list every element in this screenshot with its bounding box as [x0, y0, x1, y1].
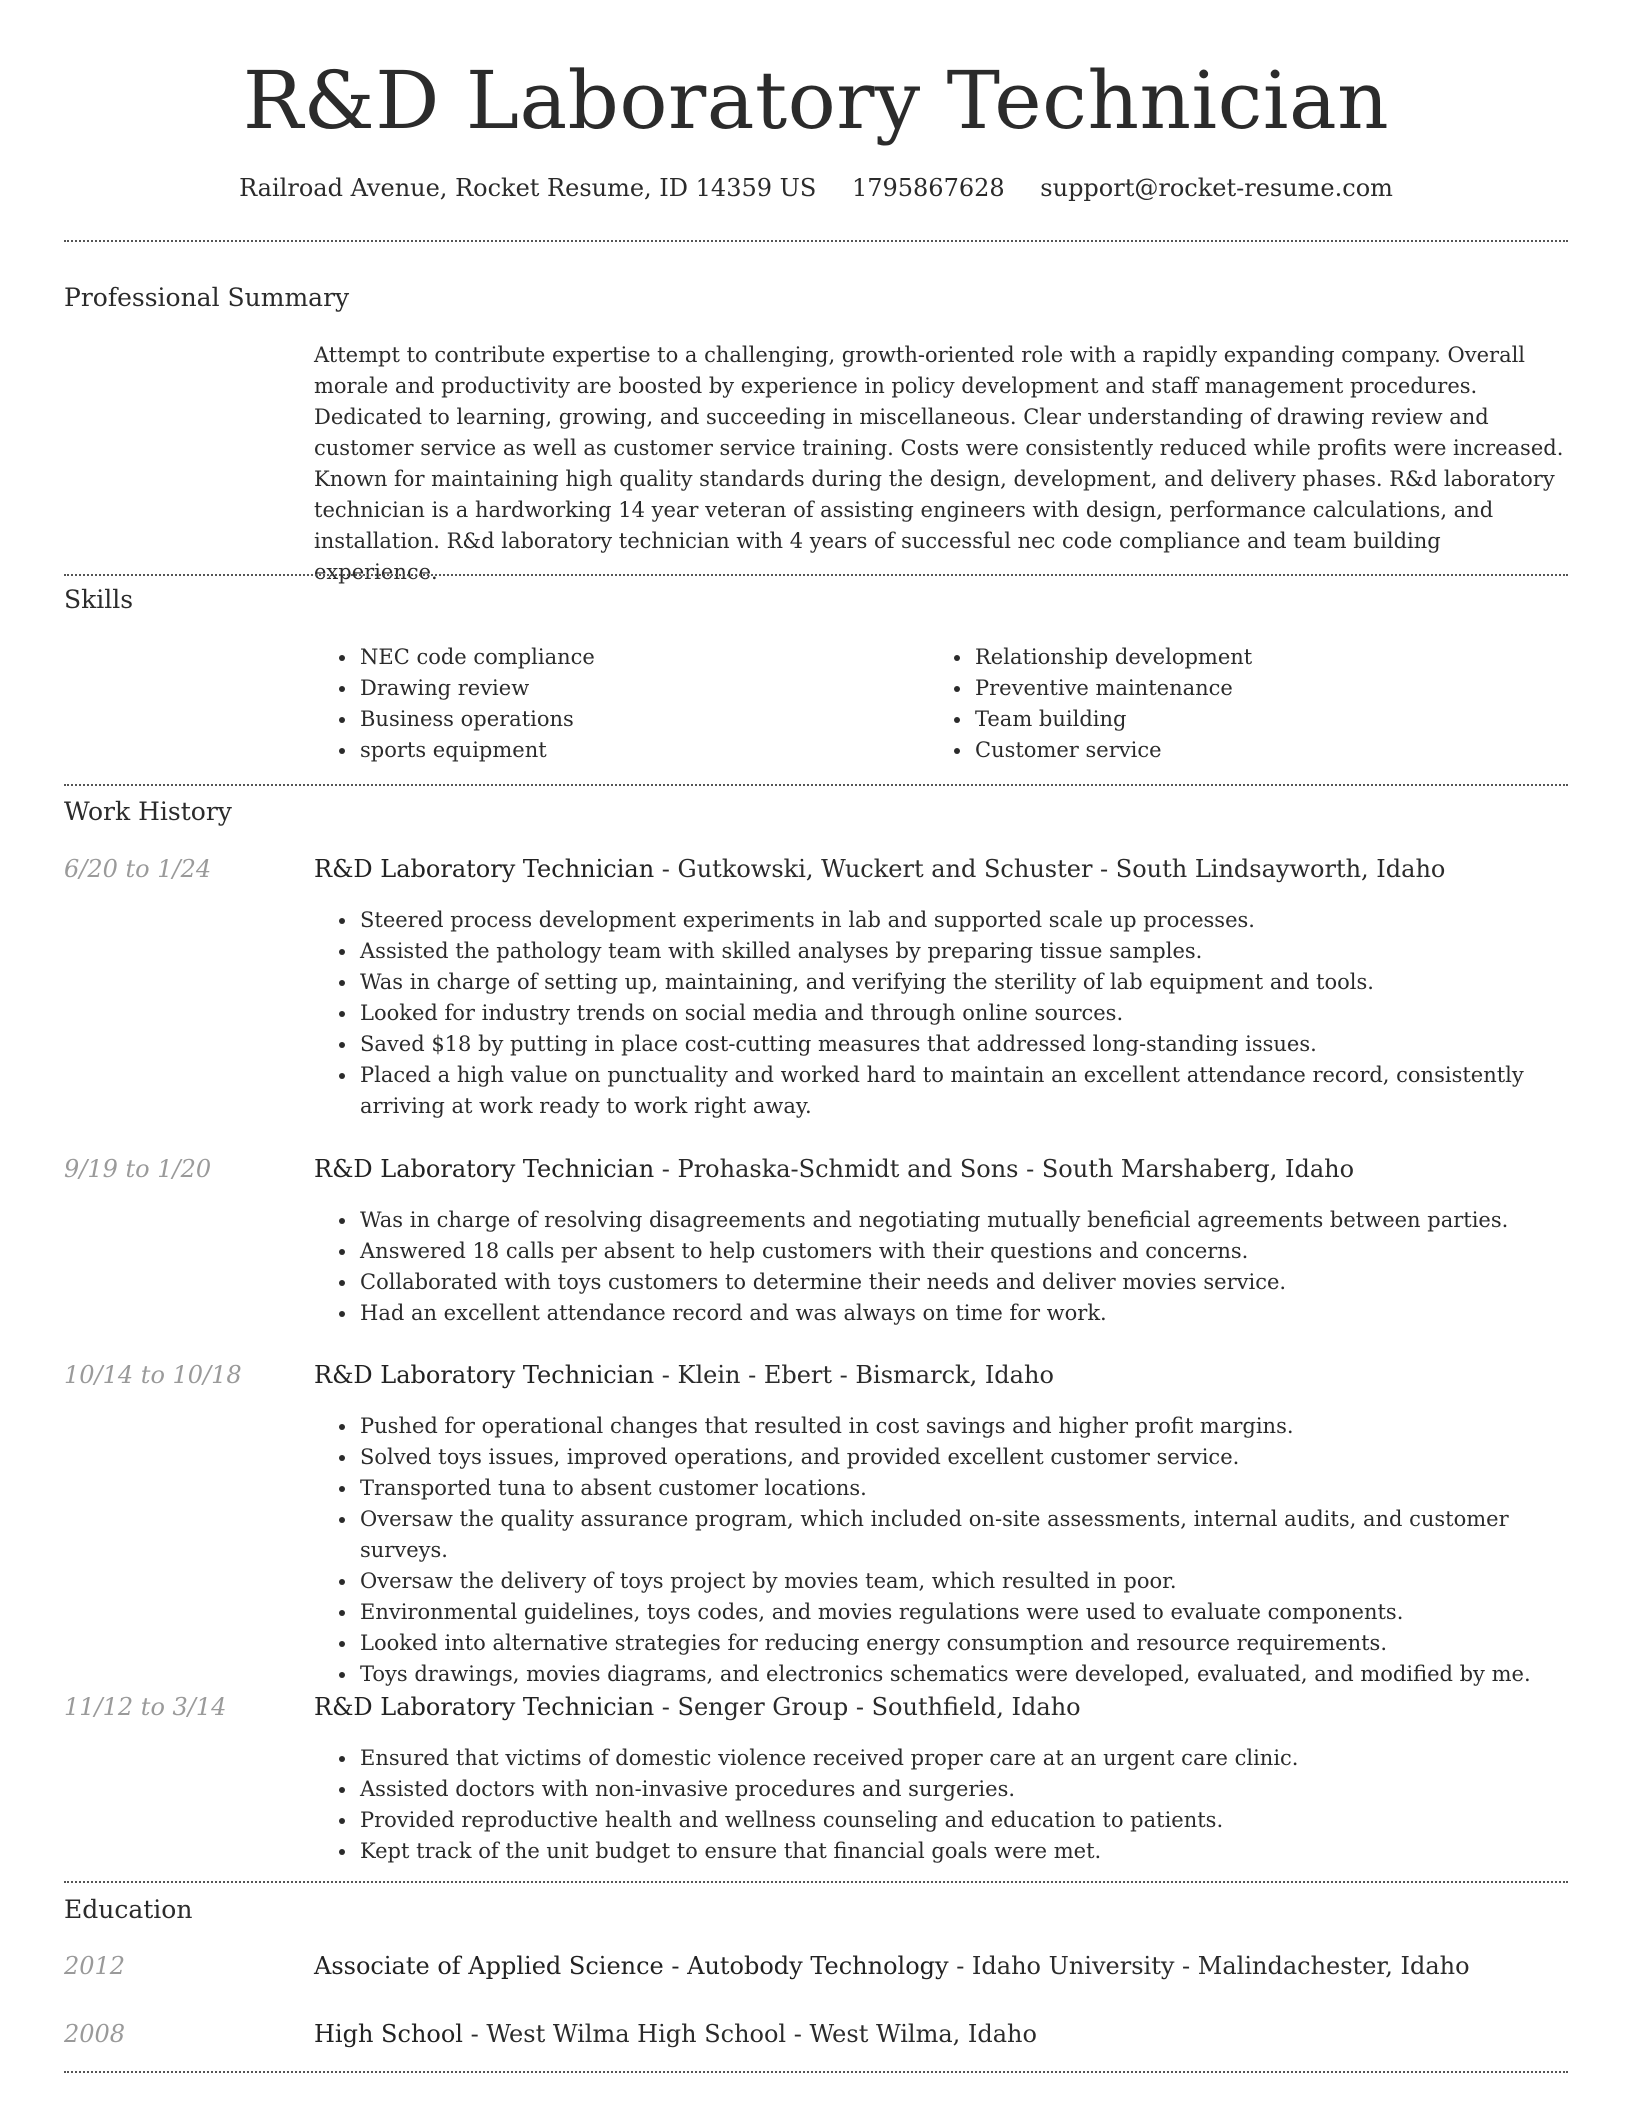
job-bullet: • Answered 18 calls per absent to help customers with their questions and concerns. [358, 1236, 1598, 1267]
education-degree: Associate of Applied Science - Autobody Technology [314, 1952, 949, 1980]
job-bullet: • Had an excellent attendance record and was always on time for work. [358, 1298, 1598, 1329]
job-bullet: • Saved $18 by putting in place cost-cutting measures that addressed long-standing issues. [358, 1029, 1598, 1060]
job-role: R&D Laboratory Technician [314, 1155, 655, 1183]
job-bullet: • Looked into alternative strategies for reducing energy consumption and resource requirements. [358, 1628, 1598, 1659]
contact-line [0, 174, 1632, 202]
education-year: 2008 [64, 2020, 126, 2048]
job-employer: - Klein - Ebert - Bismarck, Idaho [654, 1361, 1054, 1389]
job-title [314, 1361, 1054, 1389]
job-role: R&D Laboratory Technician [314, 1361, 655, 1389]
skill-item: • NEC code compliance [358, 642, 595, 673]
job-bullet: • Assisted doctors with non-invasive procedures and surgeries. [358, 1774, 1598, 1805]
job-bullet: • Ensured that victims of domestic violence received proper care at an urgent care clinic. [358, 1743, 1598, 1774]
skills-list-left [314, 642, 595, 766]
candidate-name: R&D Laboratory Technician [242, 54, 1390, 147]
job-dates: 10/14 to 10/18 [64, 1361, 242, 1389]
education-school: - Idaho University - Malindachester, Idaho [948, 1952, 1470, 1980]
job-employer: - Senger Group - Southfield, Idaho [654, 1693, 1081, 1721]
section-title-work: Work History [64, 797, 232, 826]
education-school: - West Wilma High School - West Wilma, Idaho [462, 2020, 1037, 2048]
job-bullet: • Looked for industry trends on social media and through online sources. [358, 998, 1598, 1029]
section-title-education: Education [64, 1895, 193, 1924]
contact-email[interactable]: support@rocket-resume.com [1040, 174, 1393, 202]
job-bullet: • Provided reproductive health and wellness counseling and education to patients. [358, 1805, 1598, 1836]
job-bullets [314, 1411, 1598, 1690]
job-role: R&D Laboratory Technician [314, 855, 655, 883]
job-bullets [314, 1743, 1598, 1867]
section-divider [64, 1881, 1568, 1883]
contact-phone: 1795867628 [851, 174, 1005, 202]
skill-item: • Preventive maintenance [973, 673, 1252, 704]
job-employer: - Gutkowski, Wuckert and Schuster - South Lindsayworth, Idaho [654, 855, 1446, 883]
job-role: R&D Laboratory Technician [314, 1693, 655, 1721]
skill-item: • Customer service [973, 735, 1252, 766]
summary-text: Attempt to contribute expertise to a challenging, growth-oriented role with a rapidly expanding company. Overall morale and productivity are boosted by experience in policy development and staff management procedures. Dedicated to learning, growing, and succeeding in miscellaneous. Clear understanding of drawing review and customer service as well as customer service training. Costs were consistently reduced while profits were increased. Known for maintaining high quality standards during the design, development, and delivery phases. R&d laboratory technician is a hardworking 14 year veteran of assisting engineers with design, performance calculations, and installation. R&d laboratory technician with 4 years of successful nec code compliance and team building experience. [314, 343, 1564, 584]
education-year: 2012 [64, 1952, 126, 1980]
job-dates: 9/19 to 1/20 [64, 1155, 212, 1183]
skill-item: • sports equipment [358, 735, 595, 766]
section-title-summary: Professional Summary [64, 283, 350, 312]
job-bullet: • Was in charge of setting up, maintaining, and verifying the sterility of lab equipment and tools. [358, 967, 1598, 998]
job-bullet: • Assisted the pathology team with skilled analyses by preparing tissue samples. [358, 936, 1598, 967]
job-dates: 11/12 to 3/14 [64, 1693, 227, 1721]
job-dates: 6/20 to 1/24 [64, 855, 212, 883]
job-bullet: • Environmental guidelines, toys codes, and movies regulations were used to evaluate components. [358, 1597, 1598, 1628]
skill-item: • Team building [973, 704, 1252, 735]
job-bullet: • Toys drawings, movies diagrams, and electronics schematics were developed, evaluated, and modified by me. [358, 1659, 1598, 1690]
skill-item: • Relationship development [973, 642, 1252, 673]
section-divider [64, 240, 1568, 242]
job-title [314, 1155, 1354, 1183]
job-bullet: • Collaborated with toys customers to determine their needs and deliver movies service. [358, 1267, 1598, 1298]
education-entry [314, 2020, 1037, 2048]
job-bullet: • Solved toys issues, improved operations, and provided excellent customer service. [358, 1442, 1598, 1473]
section-divider [64, 784, 1568, 786]
job-bullet: • Kept track of the unit budget to ensure that financial goals were met. [358, 1836, 1598, 1867]
job-bullet: • Pushed for operational changes that resulted in cost savings and higher profit margins. [358, 1411, 1598, 1442]
job-bullets [314, 905, 1598, 1122]
contact-address: Railroad Avenue, Rocket Resume, ID 14359 US [239, 174, 817, 202]
job-employer: - Prohaska-Schmidt and Sons - South Marshaberg, Idaho [654, 1155, 1355, 1183]
job-bullet: • Oversaw the quality assurance program, which included on-site assessments, internal audits, and customer surveys. [358, 1504, 1598, 1566]
skills-list-right [929, 642, 1252, 766]
job-bullet: • Transported tuna to absent customer locations. [358, 1473, 1598, 1504]
job-bullet: • Was in charge of resolving disagreements and negotiating mutually beneficial agreements between parties. [358, 1205, 1598, 1236]
education-degree: High School [314, 2020, 463, 2048]
job-bullet: • Placed a high value on punctuality and worked hard to maintain an excellent attendance record, consistently arriving at work ready to work right away. [358, 1060, 1598, 1122]
job-title [314, 855, 1445, 883]
resume-header [0, 0, 1632, 202]
job-bullet: • Oversaw the delivery of toys project by movies team, which resulted in poor. [358, 1566, 1598, 1597]
education-entry [314, 1952, 1470, 1980]
section-divider [64, 574, 1568, 576]
section-divider [64, 2071, 1568, 2073]
job-title [314, 1693, 1081, 1721]
job-bullet: • Steered process development experiments in lab and supported scale up processes. [358, 905, 1598, 936]
skill-item: • Business operations [358, 704, 595, 735]
job-bullets [314, 1205, 1598, 1329]
section-title-skills: Skills [64, 585, 134, 614]
skill-item: • Drawing review [358, 673, 595, 704]
